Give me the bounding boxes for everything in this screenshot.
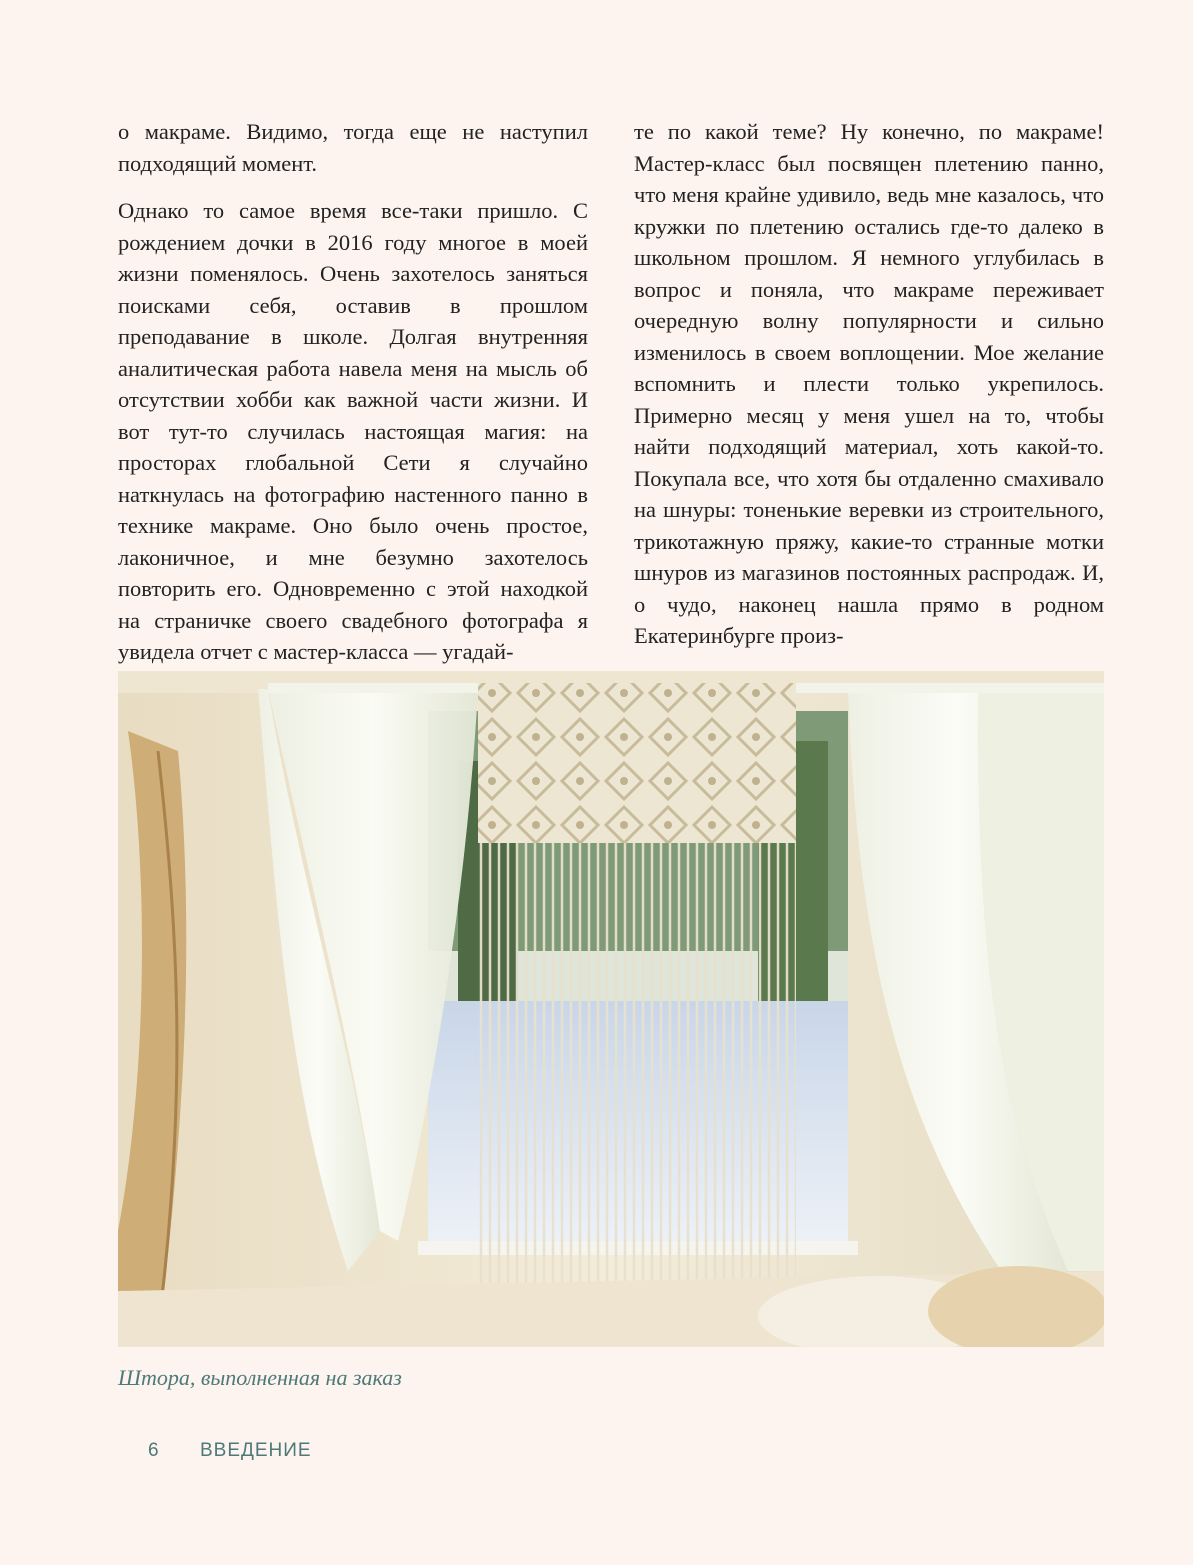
text-column-right xyxy=(634,116,1104,652)
macrame-curtain-photo xyxy=(118,671,1104,1347)
paragraph: те по какой теме? Ну конечно, по макраме! Мастер-класс был посвящен плетению панно, что меня крайне удивило, ведь мне казалось, что кружки по плетению остались где-то далеко в школьном прошлом. Я немного углубилась в вопрос и поняла, что макраме переживает очередную волну популярности и сильно изменилось в своем воплощении. Мое желание вспомнить и плести только укрепилось. Примерно месяц у меня ушел на то, чтобы найти подходящий материал, хоть какой-то. Покупала все, что хотя бы отдаленно смахивало на шнуры: тоненькие веревки из строительного, трикотажную пряжу, какие-то странные мотки шнуров из магазинов постоянных распродаж. И, о чудо, наконец нашла прямо в родном Екатеринбурге произ- xyxy=(634,119,1104,648)
photo-caption: Штора, выполненная на заказ xyxy=(118,1365,402,1390)
text-column-left xyxy=(118,116,588,668)
section-title: ВВЕДЕНИЕ xyxy=(200,1440,312,1461)
paragraph: о макраме. Видимо, тогда еще не наступил подходящий момент. xyxy=(118,119,588,176)
page-number: 6 xyxy=(148,1440,160,1461)
paragraph: Однако то самое время все-таки пришло. С рождением дочки в 2016 году многое в моей жизни поменялось. Очень захотелось заняться поисками себя, оставив в прошлом преподавание в школе. Долгая внутренняя аналитическая работа навела меня на мысль об отсутствии хобби как важной части жизни. И вот тут-то случилась настоящая магия: на просторах глобальной Сети я случайно наткнулась на фотографию настенного панно в технике макраме. Оно было очень простое, лаконичное, и мне безумно захотелось повторить его. Одновременно с этой находкой на страничке своего свадебного фотографа я увидела отчет с мастер-класса — угадай- xyxy=(118,198,588,664)
